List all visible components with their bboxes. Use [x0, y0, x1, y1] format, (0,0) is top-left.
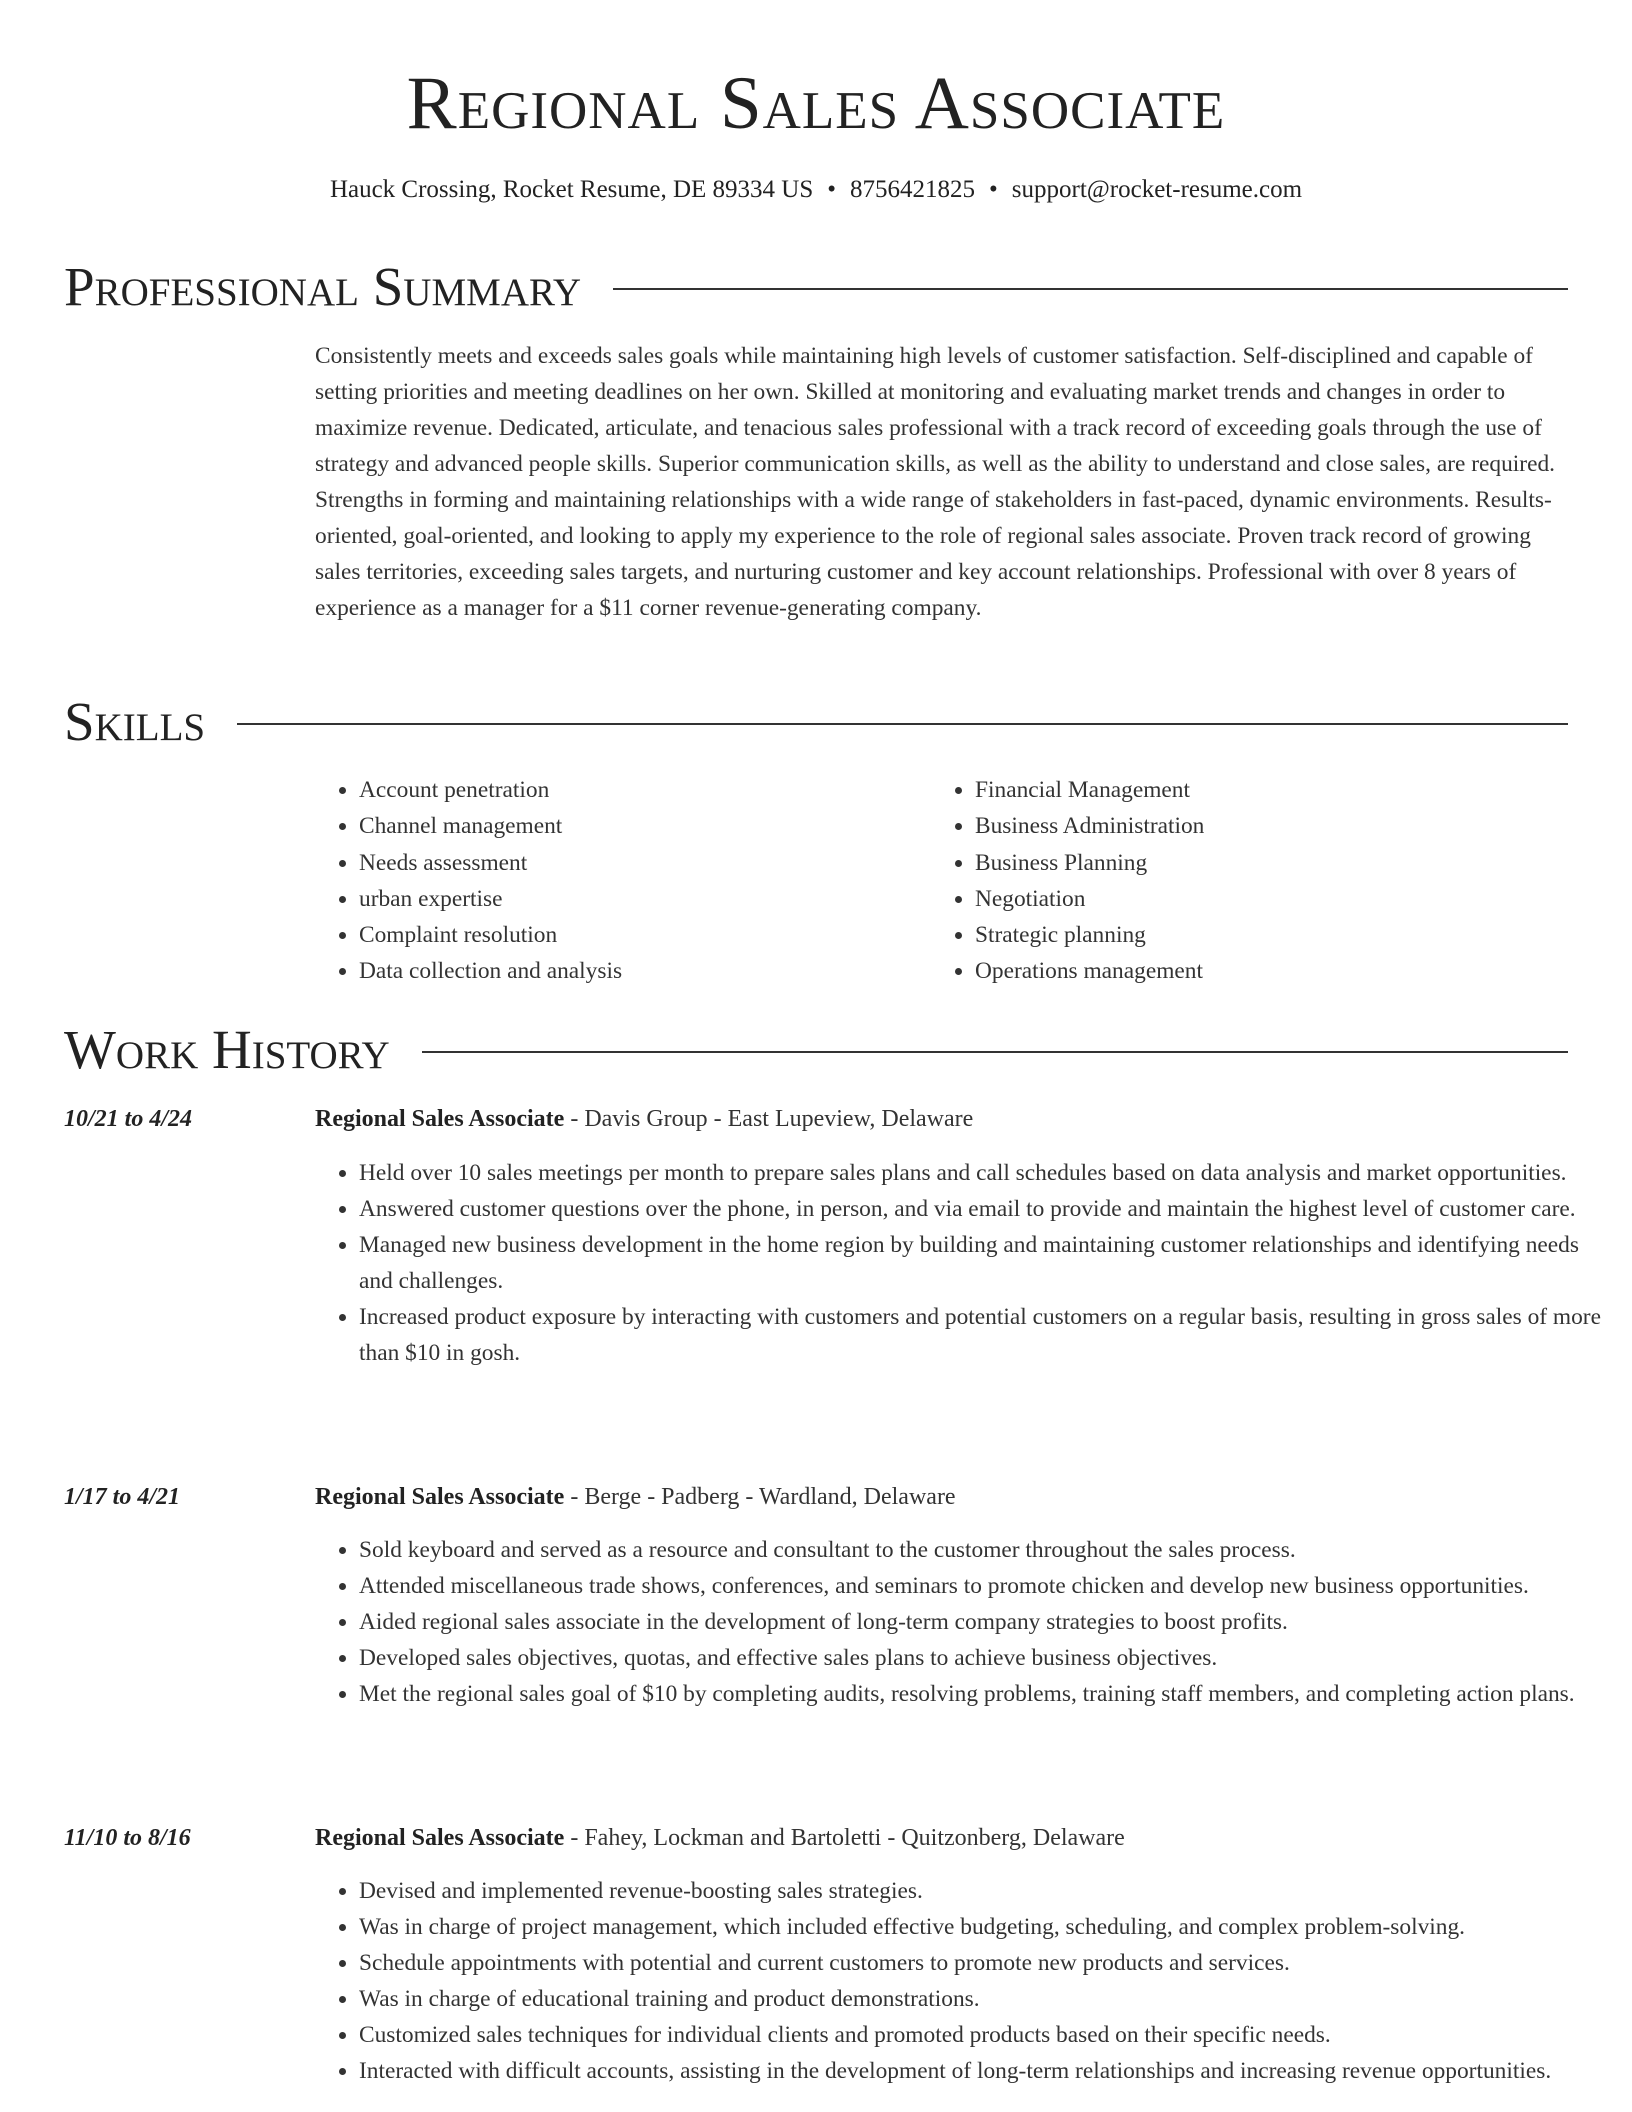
skill-item: • Account penetration — [359, 772, 929, 808]
job-bullet: • Interacted with difficult accounts, assisting in the development of long-term relationships and increasing revenue opportunities. — [359, 2053, 1612, 2089]
job-bullet: • Attended miscellaneous trade shows, conferences, and seminars to promote chicken and develop new business opportunities. — [359, 1568, 1612, 1604]
skill-item: • Data collection and analysis — [359, 953, 929, 989]
job-employer: - Davis Group - East Lupeview, Delaware — [564, 1106, 974, 1132]
skills-section-header — [64, 689, 1568, 755]
job-bullets — [315, 1873, 1612, 2089]
job-bullet: • Met the regional sales goal of $10 by completing audits, resolving problems, training staff members, and completing action plans. — [359, 1676, 1612, 1712]
job-dates: 1/17 to 4/21 — [64, 1484, 181, 1510]
address: Hauck Crossing, Rocket Resume, DE 89334 US — [329, 176, 814, 203]
job-dates: 10/21 to 4/24 — [64, 1106, 193, 1132]
summary-text: Consistently meets and exceeds sales goals while maintaining high levels of customer satisfaction. Self-disciplined and capable of setting priorities and meeting deadlines on her own. Skilled at monitoring and evaluating market trends and changes in order to maximize revenue. Dedicated, articulate, and tenacious sales professional with a track record of exceeding goals through the use of strategy and advanced people skills. Superior communication skills, as well as the ability to understand and close sales, are required. Strengths in forming and maintaining relationships with a wide range of stakeholders in fast-paced, dynamic environments. Results-oriented, goal-oriented, and looking to apply my experience to the role of regional sales associate. Proven track record of growing sales territories, exceeding sales targets, and nurturing customer and key account relationships. Professional with over 8 years of experience as a manager for a $11 corner revenue-generating company. — [315, 343, 1556, 621]
skill-item: • Financial Management — [975, 772, 1575, 808]
job-bullet: • Aided regional sales associate in the development of long-term company strategies to boost profits. — [359, 1604, 1612, 1640]
separator: • — [989, 176, 998, 203]
section-divider — [422, 1051, 1568, 1053]
job-bullet: • Managed new business development in the home region by building and maintaining customer relationships and identifying needs and challenges. — [359, 1227, 1612, 1299]
job-bullet: • Was in charge of educational training and product demonstrations. — [359, 1981, 1612, 2017]
job-title — [315, 1480, 1568, 1514]
job-bullet: • Devised and implemented revenue-boosting sales strategies. — [359, 1873, 1612, 1909]
skills-list-left — [315, 772, 929, 990]
skill-item: • Business Planning — [975, 845, 1575, 881]
skills-list-right — [931, 772, 1575, 990]
job-bullet: • Held over 10 sales meetings per month to prepare sales plans and call schedules based on data analysis and market opportunities. — [359, 1155, 1612, 1191]
job-bullet: • Customized sales techniques for individual clients and promoted products based on their specific needs. — [359, 2017, 1612, 2053]
skill-item: • Negotiation — [975, 881, 1575, 917]
skill-item: • Complaint resolution — [359, 917, 929, 953]
job-bullet: • Was in charge of project management, which included effective budgeting, scheduling, and complex problem-solving. — [359, 1909, 1612, 1945]
job-bullet: • Schedule appointments with potential and current customers to promote new products and services. — [359, 1945, 1612, 1981]
job-bullet: • Developed sales objectives, quotas, and effective sales plans to achieve business objectives. — [359, 1640, 1612, 1676]
skill-item: • Strategic planning — [975, 917, 1575, 953]
skills-heading: Skills — [64, 691, 206, 752]
job-bullets — [315, 1155, 1612, 1371]
separator: • — [827, 176, 836, 203]
job-bullet: • Increased product exposure by interacting with customers and potential customers on a regular basis, resulting in gross sales of more than $10 in gosh. — [359, 1299, 1612, 1371]
resume-name: Regional Sales Associate — [406, 62, 1226, 145]
job-role: Regional Sales Associate — [315, 1106, 565, 1132]
skill-item: • Channel management — [359, 808, 929, 844]
skill-item: • urban expertise — [359, 881, 929, 917]
job-employer: - Fahey, Lockman and Bartoletti - Quitzonberg, Delaware — [564, 1825, 1125, 1851]
contact-line — [0, 174, 1632, 206]
skill-item: • Operations management — [975, 953, 1575, 989]
work-section-header — [64, 1017, 1568, 1083]
job-bullets — [315, 1532, 1612, 1712]
job-dates: 11/10 to 8/16 — [64, 1825, 191, 1851]
job-title — [315, 1102, 1568, 1136]
summary-section-header — [64, 254, 1568, 320]
skill-item: • Business Administration — [975, 808, 1575, 844]
job-title — [315, 1821, 1568, 1855]
job-employer: - Berge - Padberg - Wardland, Delaware — [564, 1484, 956, 1510]
job-bullet: • Answered customer questions over the phone, in person, and via email to provide and maintain the highest level of customer care. — [359, 1191, 1612, 1227]
section-divider — [613, 288, 1568, 290]
skill-item: • Needs assessment — [359, 845, 929, 881]
phone: 8756421825 — [850, 176, 975, 203]
email: support@rocket-resume.com — [1011, 176, 1303, 203]
summary-heading: Professional Summary — [64, 256, 582, 317]
section-divider — [237, 723, 1568, 725]
job-role: Regional Sales Associate — [315, 1484, 565, 1510]
work-heading: Work History — [64, 1019, 390, 1080]
job-role: Regional Sales Associate — [315, 1825, 565, 1851]
job-bullet: • Sold keyboard and served as a resource and consultant to the customer throughout the sales process. — [359, 1532, 1612, 1568]
